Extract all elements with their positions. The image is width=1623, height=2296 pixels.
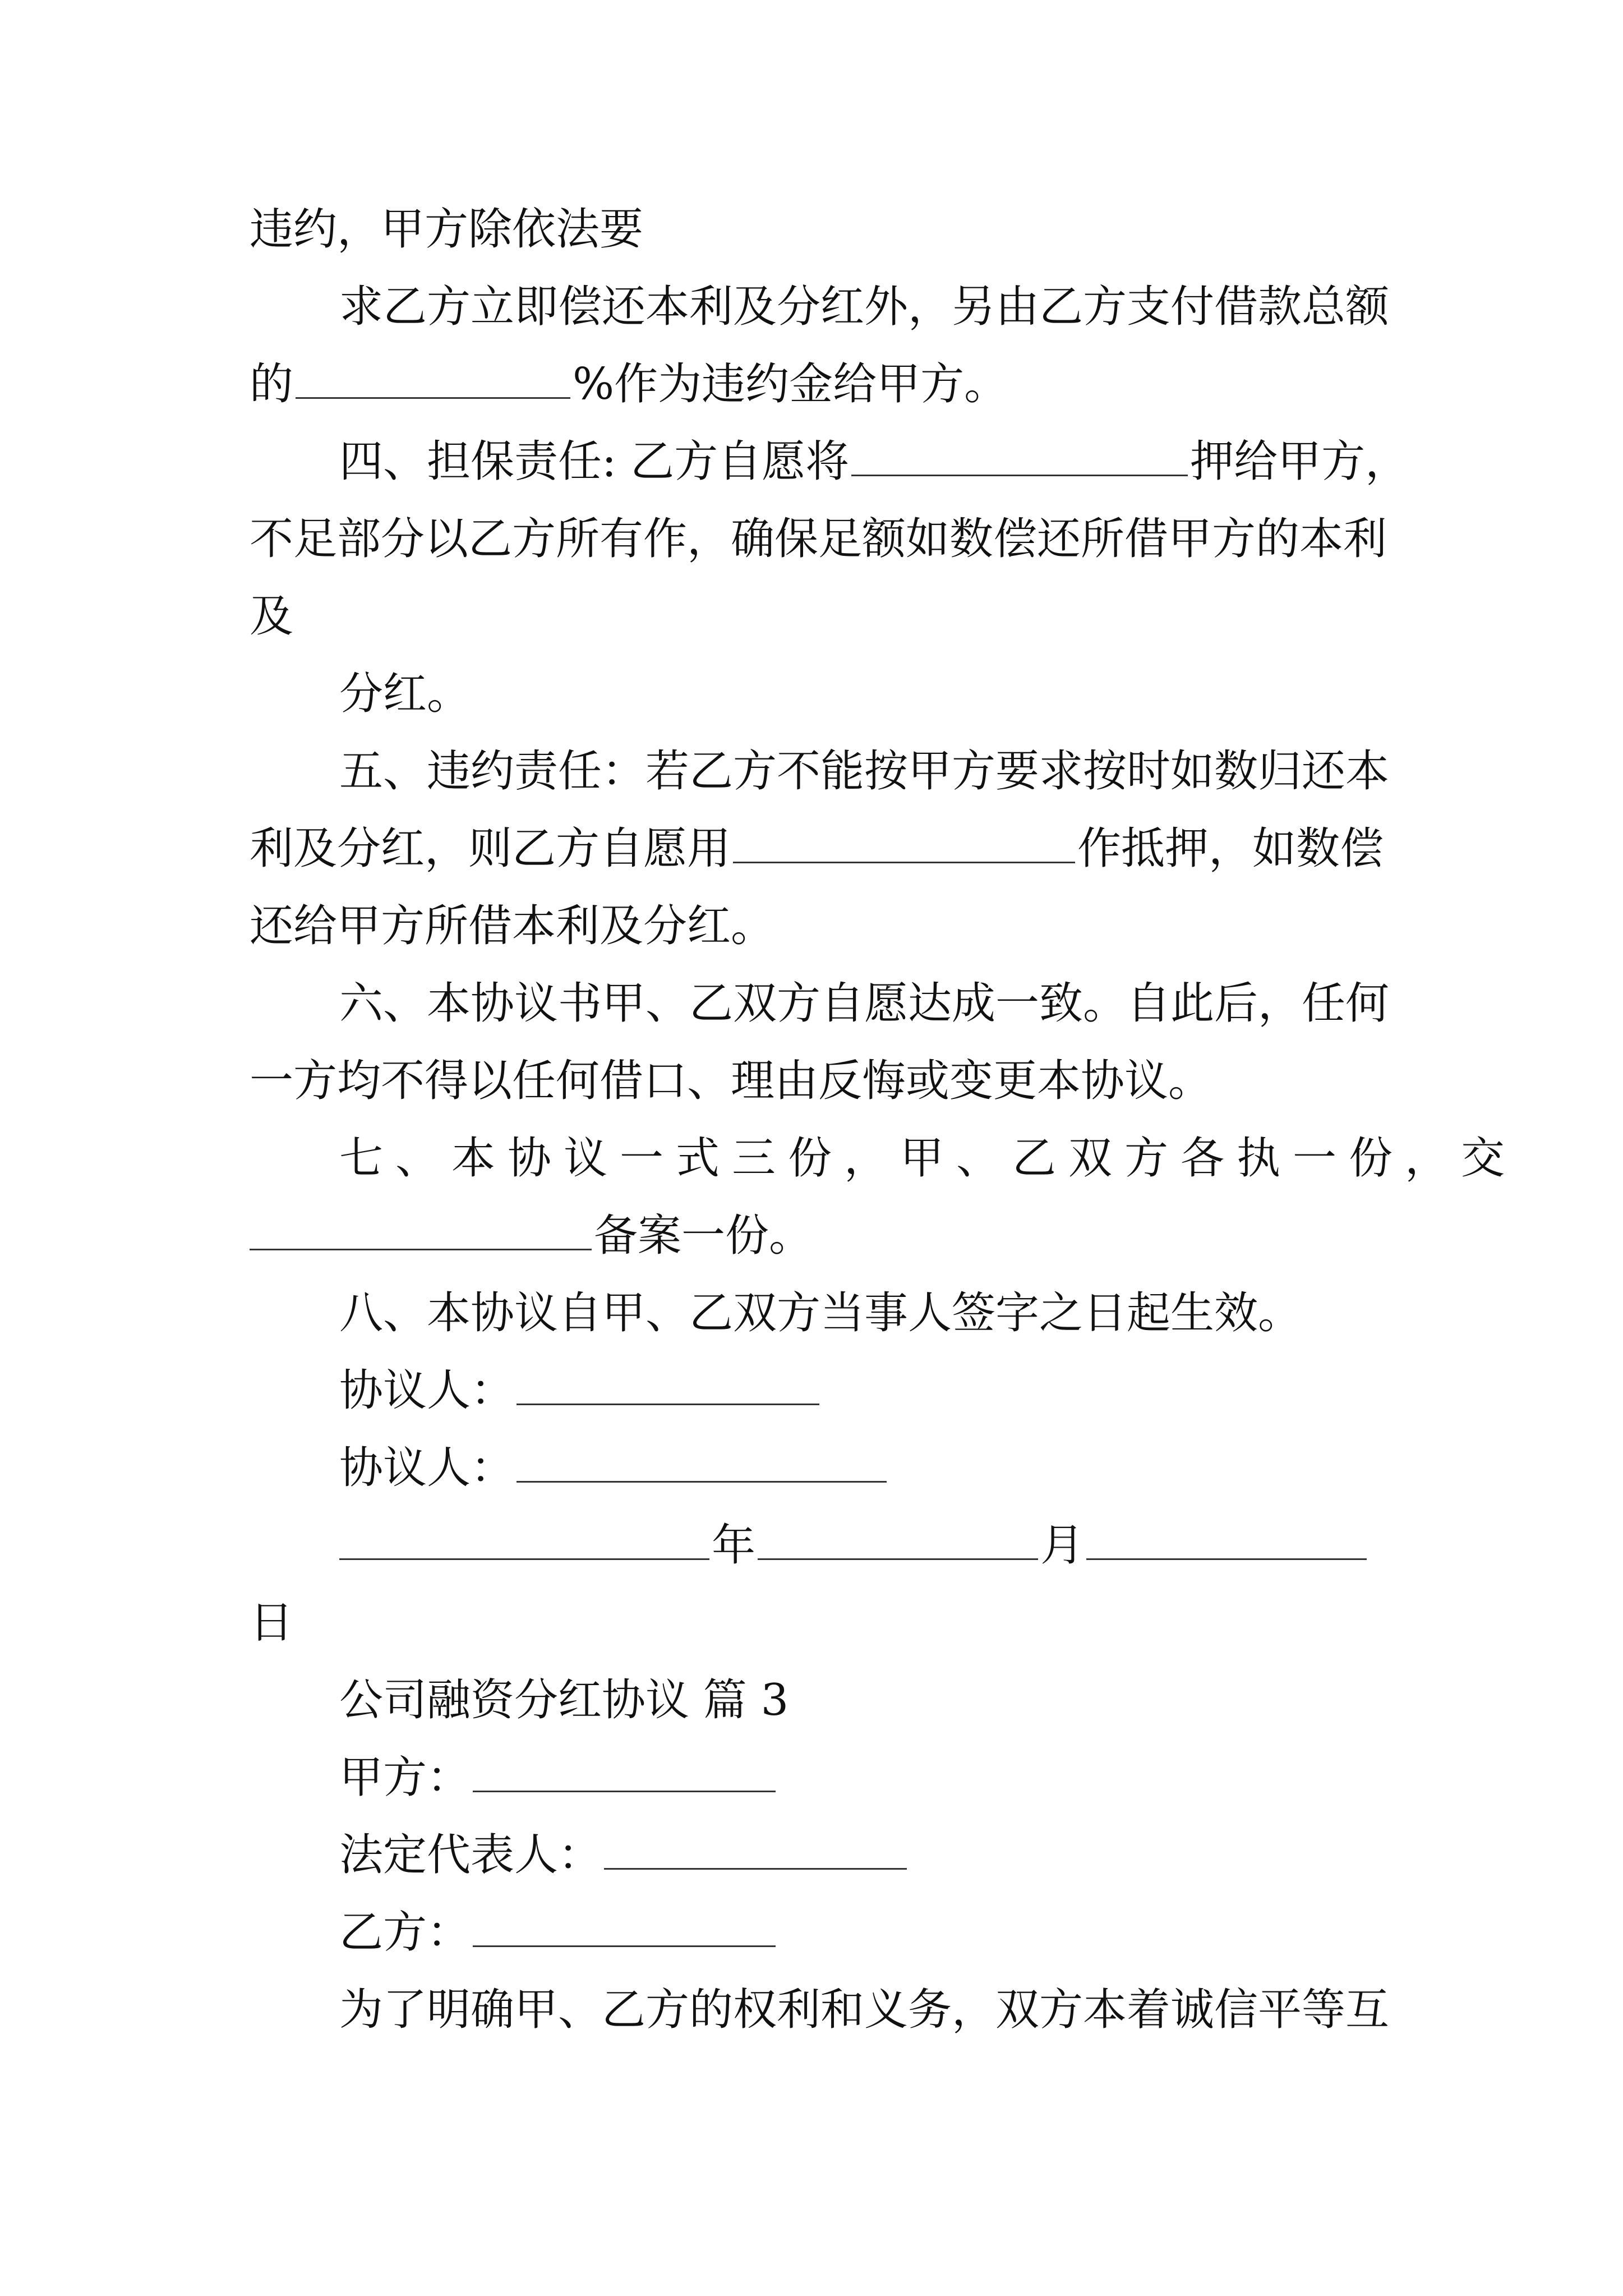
section-title: 公司融资分红协议 篇 3 [339, 1675, 789, 1726]
text-line: 及 [250, 591, 294, 642]
party-label: 甲方： [339, 1752, 471, 1803]
party-label: 乙方： [339, 1907, 471, 1958]
text-line: 不足部分以乙方所有作，确保足额如数偿还所借甲方的本利 [250, 514, 1387, 564]
text-line: 违约，甲方除依法要 [250, 204, 644, 255]
party-line [250, 1739, 1394, 1816]
fill-blank[interactable] [733, 862, 1075, 863]
text-line: 日 [250, 1598, 294, 1648]
line-prefix: 四、担保责任: 乙方自愿将 [339, 436, 850, 487]
text-line: 五、违约责任：若乙方不能按甲方要求按时如数归还本 [339, 746, 1390, 797]
text-line: 还给甲方所借本利及分红。 [250, 901, 775, 951]
party-blank[interactable] [473, 1791, 776, 1792]
signer-label: 协议人： [339, 1443, 515, 1493]
line-prefix: 利及分红，则乙方自愿用 [250, 823, 731, 874]
text-line: 八、本协议自甲、乙双方当事人签字之日起生效。 [339, 1288, 1302, 1338]
signature-line [250, 1352, 1394, 1429]
party-blank[interactable] [604, 1868, 907, 1870]
text-line: 七、本协议一式三份，甲、乙双方各执一份，交 [339, 1133, 1518, 1184]
party-label: 法定代表人： [339, 1830, 602, 1880]
line-prefix: 的 [250, 359, 294, 409]
text-line: 求乙方立即偿还本利及分红外，另由乙方支付借款总额 [339, 282, 1390, 332]
text-line [250, 423, 1409, 500]
text-line: 六、本协议书甲、乙双方自愿达成一致。自此后，任何 [339, 978, 1390, 1029]
text-line [250, 810, 1394, 887]
signature-line [250, 1429, 1394, 1507]
text-line: 分红。 [339, 669, 471, 719]
month-blank[interactable] [758, 1558, 1038, 1560]
line-suffix: 作抵押，如数偿 [1077, 823, 1384, 874]
day-blank[interactable] [1086, 1558, 1367, 1560]
text-line [250, 346, 1394, 423]
text-line [250, 1197, 1394, 1274]
signer-blank[interactable] [517, 1404, 819, 1405]
signer-label: 协议人： [339, 1365, 515, 1416]
line-suffix: %作为违约金给甲方。 [573, 359, 1008, 409]
fill-blank[interactable] [250, 1249, 592, 1250]
document-page [250, 191, 1518, 2049]
date-line [250, 1507, 1394, 1584]
text-line: 一方均不得以任何借口、理由反悔或变更本协议。 [250, 1056, 1212, 1106]
party-blank[interactable] [473, 1945, 776, 1947]
fill-blank[interactable] [296, 397, 570, 399]
party-line [250, 1816, 1394, 1894]
fill-blank[interactable] [851, 475, 1188, 476]
year-blank[interactable] [339, 1558, 709, 1560]
month-label: 月 [1040, 1520, 1085, 1571]
party-line [250, 1894, 1394, 1971]
text-line: 为了明确甲、乙方的权利和义务，双方本着诚信平等互 [339, 1985, 1390, 2035]
line-suffix: 押给甲方， [1190, 436, 1409, 487]
year-label: 年 [712, 1520, 756, 1571]
signer-blank[interactable] [517, 1481, 887, 1483]
line-suffix: 备案一份。 [594, 1211, 813, 1261]
